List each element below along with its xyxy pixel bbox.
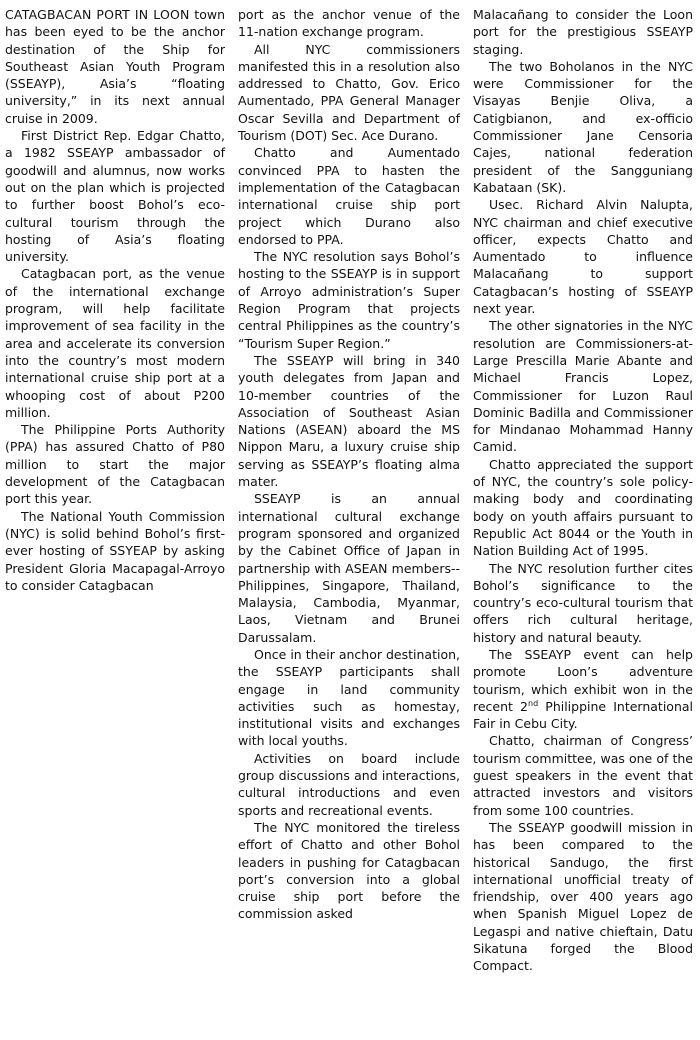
paragraph: The NYC resolution says Bohol’s hosting to the SSEAYP is in support of Arroyo administration’s Super Region Program that projects central Philippines as the country’s “Tourism Super Region.” — [238, 249, 460, 351]
paragraph: Malacañang to consider the Loon port for the prestigious SSEAYP staging. — [473, 7, 693, 57]
ordinal-suffix: nd — [528, 698, 539, 708]
paragraph: Chatto appreciated the support of NYC, the country’s sole policy-making body and coordinating body on youth affairs pursuant to Republic Act 8044 or the Youth in Nation Building Act of 1995. — [473, 456, 693, 559]
paragraph: Chatto and Aumentado convinced PPA to hasten the implementation of the Catagbacan international cruise ship port project which Durano also endorsed to PPA. — [238, 145, 460, 247]
paragraph — [5, 6, 225, 127]
paragraph: The NYC resolution further cites Bohol’s significance to the country’s eco-cultural tourism that offers rich cultural heritage, history and natural beauty. — [473, 560, 693, 645]
paragraph: The two Boholanos in the NYC were Commissioner for the Visayas Benjie Oliva, a Catigbianon, and ex-officio Commissioner Jane Censoria Cajes, national federation president of the Sangguniang Kabataan (SK). — [473, 58, 693, 195]
paragraph: The SSEAYP goodwill mission in has been compared to the historical Sandugo, the first international unofficial treaty of friendship, over 400 years ago when Spanish Miguel Lopez de Legaspi and native chieftain, Datu Sikatuna forged the Blood Compact. — [473, 819, 693, 974]
paragraph: Once in their anchor destination, the SSEAYP participants shall engage in land community activities such as homestay, institutional visits and exchanges with local youths. — [238, 646, 460, 749]
lede-caps: CATAGBACAN PORT IN LOON — [5, 7, 190, 22]
paragraph: Activities on board include group discussions and interactions, cultural introductions and even sports and recreational events. — [238, 750, 460, 818]
paragraph: Usec. Richard Alvin Nalupta, NYC chairman and chief executive officer, expects Chatto and Aumentado to influence Malacañang to support Catagbacan’s hosting of SSEAYP next year. — [473, 197, 693, 317]
paragraph-text: The SSEAYP event can help promote Loon’s adventure tourism, which exhibit won in the recent 2 — [473, 646, 693, 714]
paragraph: The NYC monitored the tireless effort of Chatto and other Bohol leaders in pushing for Catagbacan port’s conversion into a global cruise ship port before the commission asked — [238, 819, 460, 922]
paragraph: The National Youth Commission (NYC) is solid behind Bohol’s first-ever hosting of SSYEAP by asking President Gloria Macapagal-Arroyo to consider Catagbacan — [5, 508, 225, 593]
paragraph — [473, 646, 693, 732]
paragraph-text: Philippine International Fair in Cebu City. — [473, 698, 694, 732]
paragraph: All NYC commissioners manifested this in a resolution also addressed to Chatto, Gov. Erico Aumentado, PPA General Manager Oscar Sevilla and Department of Tourism (DOT) Sec. Ace Durano. — [238, 41, 460, 144]
article-column-3 — [473, 6, 693, 975]
paragraph: port as the anchor venue of the 11-nation exchange program. — [238, 7, 460, 40]
article-column-1 — [5, 6, 225, 594]
article-column-2 — [238, 6, 460, 923]
paragraph: First District Rep. Edgar Chatto, a 1982 SSEAYP ambassador of goodwill and alumnus, now works out on the plan which is projected to further boost Bohol’s eco-cultural tourism through the hosting of Asia’s floating university. — [5, 128, 225, 265]
paragraph: The other signatories in the NYC resolution are Commissioners-at-Large Prescilla Marie Abante and Michael Francis Lopez, Commissioner for Luzon Raul Dominic Badilla and Commissioner for Mindanao Mohammad Hanny Camid. — [473, 318, 693, 455]
paragraph: Catagbacan port, as the venue of the international exchange program, will help facilitate improvement of sea facility in the area and accelerate its conversion into the country’s most modern international cruise ship port at a whooping cost of about P200 million. — [5, 266, 225, 420]
paragraph: SSEAYP is an annual international cultural exchange program sponsored and organized by the Cabinet Office of Japan in partnership with ASEAN members-- Philippines, Singapore, Thailand, Malaysia, Cambodia, Myanmar, Laos, Vietnam and Brunei Darussalam. — [238, 491, 460, 645]
paragraph-text: town has been eyed to be the anchor destination of the Ship for Southeast Asian Youth Program (SSEAYP), Asia’s “floating university,” in its next annual cruise in 2009. — [5, 7, 225, 126]
paragraph: The Philippine Ports Authority (PPA) has assured Chatto of P80 million to start the major development of the Catagbacan port this year. — [5, 422, 225, 507]
paragraph: The SSEAYP will bring in 340 youth delegates from Japan and 10-member countries of the Association of Southeast Asian Nations (ASEAN) aboard the MS Nippon Maru, a luxury cruise ship serving as SSEAYP’s floating alma mater. — [238, 352, 460, 490]
paragraph: Chatto, chairman of Congress’ tourism committee, was one of the guest speakers in the event that attracted investors and visitors from some 100 countries. — [473, 733, 693, 818]
